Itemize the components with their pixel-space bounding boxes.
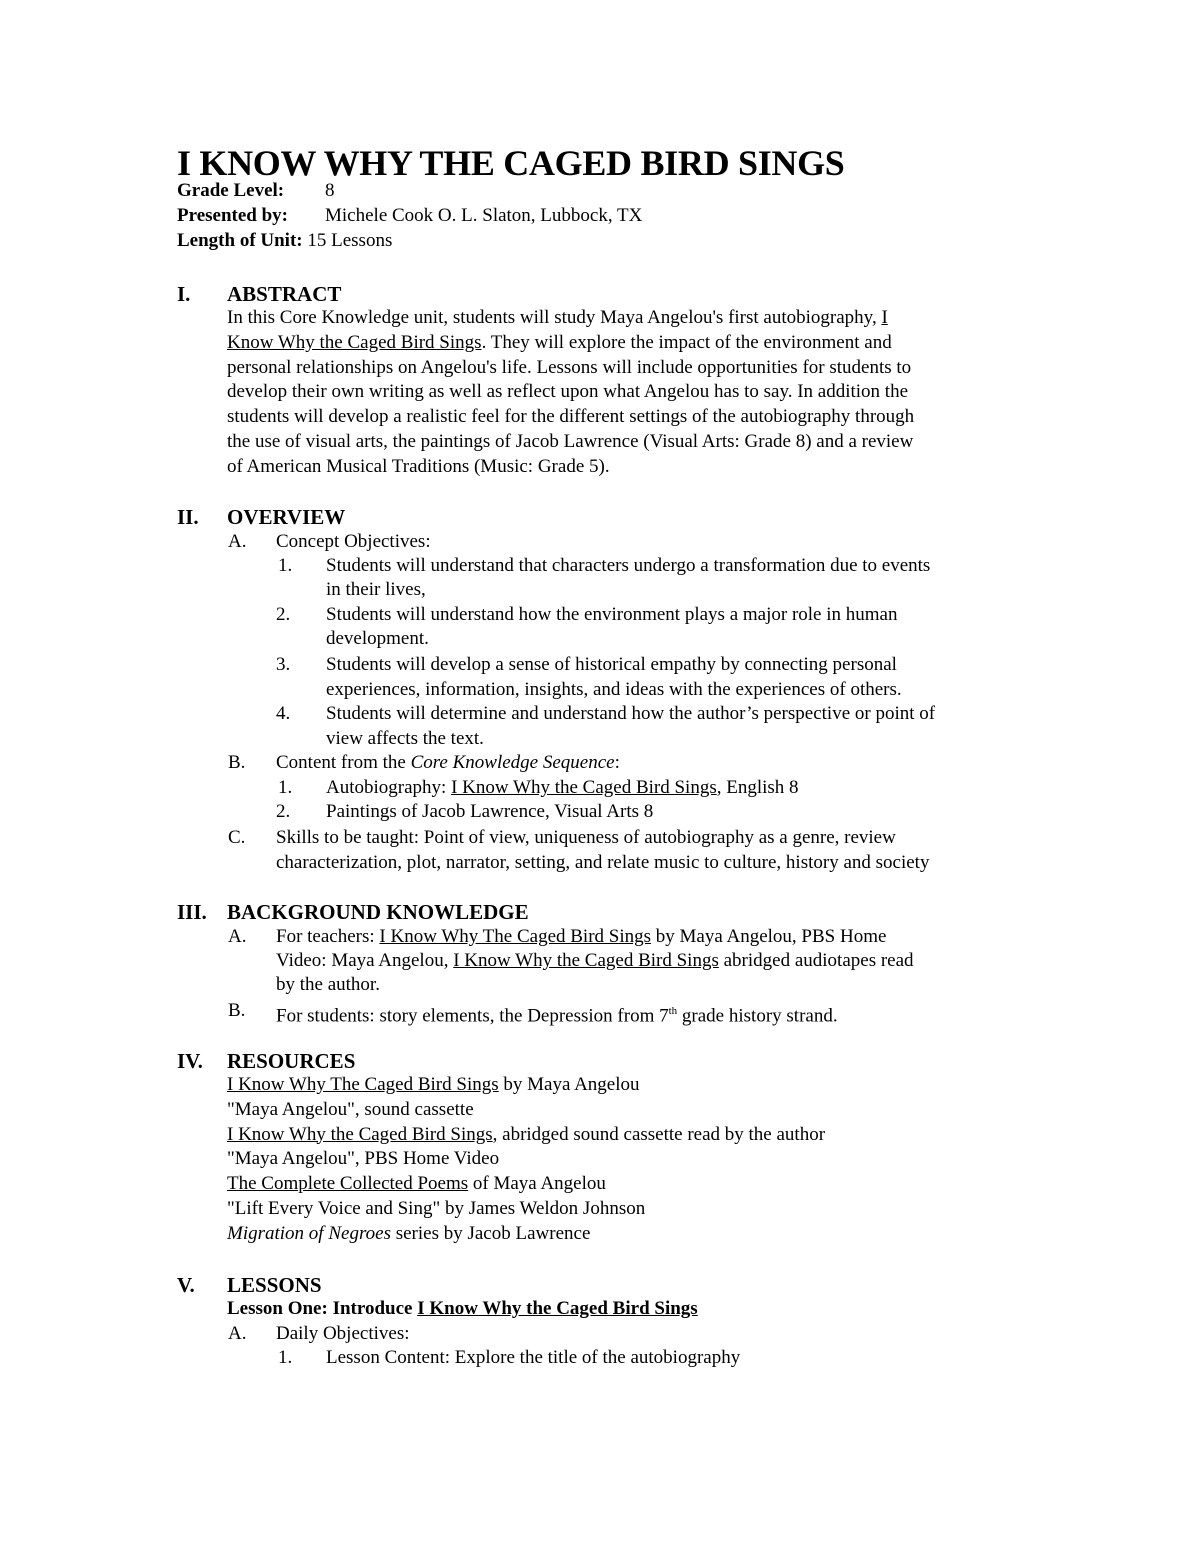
book-title-link: I (881, 307, 888, 328)
objective-text: view affects the text. (326, 728, 484, 749)
list-letter: C. (228, 827, 246, 848)
section-heading-lessons: LESSONS (227, 1273, 322, 1297)
resource-item: Migration of Negroes series by Jacob Lawrence (227, 1222, 591, 1244)
section-number-background: III. (177, 900, 207, 924)
list-letter: A. (228, 1323, 247, 1344)
skills-text: characterization, plot, narrator, setting, and relate music to culture, history and society (276, 852, 930, 873)
content-item: Paintings of Jacob Lawrence, Visual Arts 8 (326, 801, 654, 822)
resource-item: I Know Why the Caged Bird Sings, abridged sound cassette read by the author (227, 1123, 826, 1145)
book-title-link: The Complete Collected Poems (227, 1173, 469, 1195)
book-title-link: I Know Why the Caged Bird Sings (453, 950, 719, 971)
list-letter: A. (228, 531, 247, 552)
objective-text: Students will understand that characters undergo a transformation due to events (326, 555, 931, 576)
abstract-line: the use of visual arts, the paintings of Jacob Lawrence (Visual Arts: Grade 8) and a review (227, 430, 914, 452)
list-number: 4. (276, 703, 291, 724)
presenter-label: Presented by: (177, 205, 288, 226)
content-sequence-label: Content from the Core Knowledge Sequence: (276, 752, 620, 773)
abstract-line: develop their own writing as well as reflect upon what Angelou has to say. In addition the (227, 381, 909, 403)
abstract-line: Know Why the Caged Bird Sings. They will explore the impact of the environment and (227, 331, 892, 353)
section-number-lessons: V. (177, 1273, 195, 1297)
abstract-line: students will develop a realistic feel for the different settings of the autobiography through (227, 406, 915, 428)
abstract-line: In this Core Knowledge unit, students will study Maya Angelou's first autobiography, I (227, 307, 888, 328)
book-title-link: I Know Why the Caged Bird Sings (451, 777, 717, 798)
length-line (177, 230, 392, 252)
section-heading-overview: OVERVIEW (227, 505, 346, 529)
list-number: 2. (276, 604, 291, 625)
section-number-overview: II. (177, 505, 199, 529)
length-value: 15 Lessons (307, 230, 393, 251)
book-title-link: I Know Why The Caged Bird Sings (227, 1074, 499, 1095)
book-title-link: I Know Why the Caged Bird Sings (227, 1123, 493, 1145)
content-item: Autobiography: I Know Why the Caged Bird Sings, English 8 (326, 777, 799, 798)
resource-item: The Complete Collected Poems of Maya Angelou (227, 1173, 606, 1195)
section-heading-resources: RESOURCES (227, 1049, 356, 1073)
objective-text: Students will understand how the environment plays a major role in human (326, 604, 898, 625)
grade-level-line (177, 180, 335, 202)
section-number-abstract: I. (177, 282, 191, 306)
resource-item: "Lift Every Voice and Sing" by James Weldon Johnson (227, 1197, 646, 1219)
grade-level-value: 8 (325, 180, 335, 201)
student-background: For students: story elements, the Depression from 7th grade history strand. (276, 1005, 838, 1027)
list-number: 2. (276, 801, 291, 822)
lesson-one-heading: Lesson One: Introduce I Know Why the Caged Bird Sings (227, 1298, 698, 1319)
objective-text: Students will develop a sense of historical empathy by connecting personal (326, 654, 897, 675)
presenter-value: Michele Cook O. L. Slaton, Lubbock, TX (325, 205, 643, 226)
list-letter: A. (228, 926, 247, 947)
objective-text: Students will determine and understand how the author’s perspective or point of (326, 703, 936, 724)
abstract-paragraph (227, 306, 1027, 480)
abstract-line: personal relationships on Angelou's life. Lessons will include opportunities for students to (227, 356, 912, 378)
objective-text: in their lives, (326, 579, 426, 600)
section-heading-abstract: ABSTRACT (227, 282, 342, 306)
lesson-content-text: Lesson Content: Explore the title of the autobiography (326, 1347, 741, 1368)
book-title-link: I Know Why the Caged Bird Sings (417, 1298, 698, 1319)
list-number: 3. (276, 654, 291, 675)
list-number: 1. (278, 555, 293, 576)
teacher-background: Video: Maya Angelou, I Know Why the Caged Bird Sings abridged audiotapes read (276, 950, 914, 971)
resource-item: "Maya Angelou", PBS Home Video (227, 1148, 500, 1170)
skills-text: Skills to be taught: Point of view, uniqueness of autobiography as a genre, review (276, 827, 896, 848)
resource-item: I Know Why The Caged Bird Sings by Maya Angelou (227, 1074, 640, 1095)
list-number: 1. (278, 777, 293, 798)
daily-objectives-label: Daily Objectives: (276, 1323, 410, 1344)
teacher-background: For teachers: I Know Why The Caged Bird Sings by Maya Angelou, PBS Home (276, 926, 887, 947)
grade-level-label: Grade Level: (177, 180, 285, 201)
objective-text: experiences, information, insights, and ideas with the experiences of others. (326, 679, 902, 700)
abstract-line: of American Musical Traditions (Music: Grade 5). (227, 455, 610, 477)
document-title: I KNOW WHY THE CAGED BIRD SINGS (177, 143, 845, 183)
resource-item: "Maya Angelou", sound cassette (227, 1098, 474, 1120)
presenter-line (177, 205, 642, 227)
book-title-link: I Know Why The Caged Bird Sings (379, 926, 652, 947)
section-number-resources: IV. (177, 1049, 203, 1073)
resources-list (227, 1073, 1027, 1247)
objective-text: development. (326, 628, 429, 649)
list-letter: B. (228, 752, 246, 773)
concept-objectives-label: Concept Objectives: (276, 531, 431, 552)
list-letter: B. (228, 1000, 246, 1021)
teacher-background: by the author. (276, 974, 380, 995)
section-heading-background: BACKGROUND KNOWLEDGE (227, 900, 529, 924)
list-number: 1. (278, 1347, 293, 1368)
length-label: Length of Unit: (177, 230, 303, 251)
book-title-link: Know Why the Caged Bird Sings (227, 331, 482, 353)
